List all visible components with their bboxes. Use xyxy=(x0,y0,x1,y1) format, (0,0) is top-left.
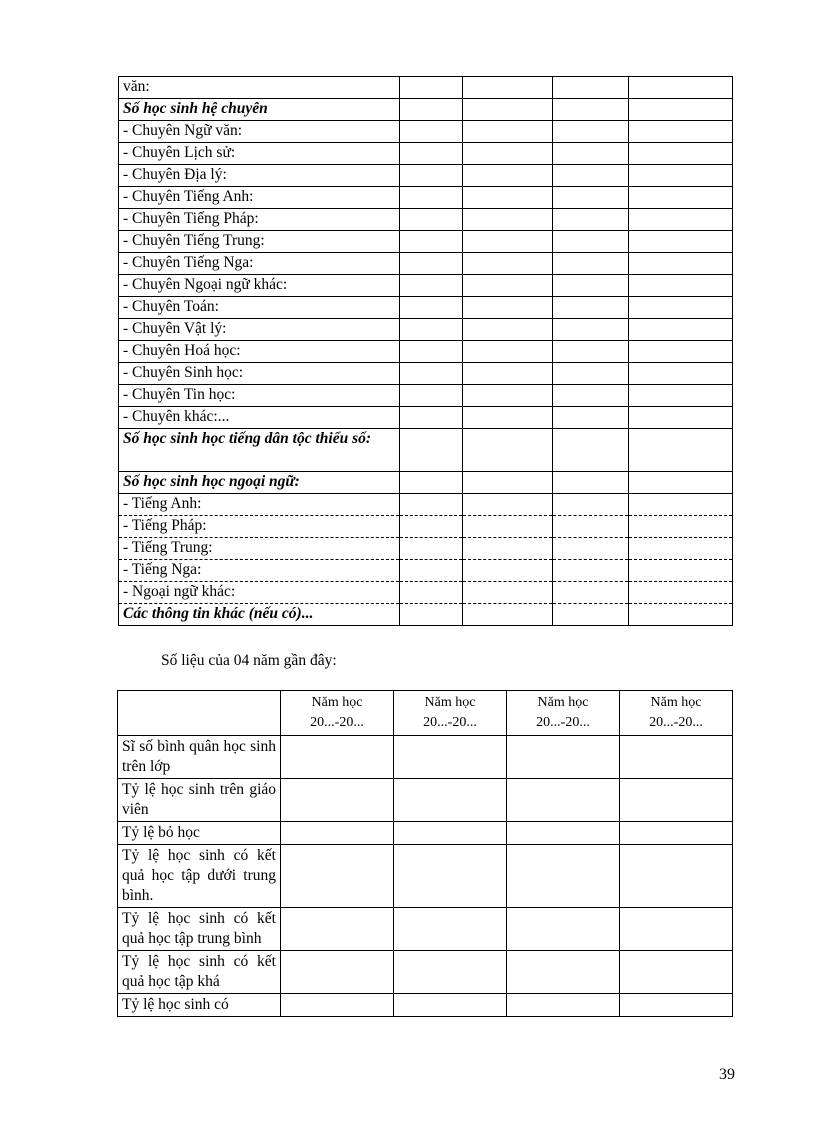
value-cell xyxy=(463,143,553,165)
value-cell xyxy=(507,779,620,822)
value-cell xyxy=(463,77,553,99)
value-cell xyxy=(400,143,463,165)
header-year-1: Năm học 20...-20... xyxy=(281,691,394,736)
table-row xyxy=(119,319,733,341)
table-row xyxy=(119,231,733,253)
table-row xyxy=(118,845,733,908)
table-row xyxy=(119,77,733,99)
value-cell xyxy=(629,319,733,341)
value-cell xyxy=(553,407,629,429)
value-cell xyxy=(629,187,733,209)
row-label: - Ngoại ngữ khác: xyxy=(119,582,400,604)
value-cell xyxy=(553,319,629,341)
table-row xyxy=(118,994,733,1017)
value-cell xyxy=(281,994,394,1017)
value-cell xyxy=(553,121,629,143)
value-cell xyxy=(463,231,553,253)
value-cell xyxy=(463,604,553,626)
row-label: - Chuyên Tiếng Anh: xyxy=(119,187,400,209)
value-cell xyxy=(620,951,733,994)
row-label: - Chuyên Địa lý: xyxy=(119,165,400,187)
student-stats-table xyxy=(118,76,733,626)
row-label: - Chuyên Tiếng Nga: xyxy=(119,253,400,275)
row-label: - Tiếng Nga: xyxy=(119,560,400,582)
value-cell xyxy=(507,845,620,908)
header-row xyxy=(118,691,733,736)
value-cell xyxy=(629,77,733,99)
value-cell xyxy=(553,187,629,209)
value-cell xyxy=(629,275,733,297)
row-label: Tỷ lệ học sinh có kết quả học tập trung bình xyxy=(118,908,281,951)
table-row xyxy=(119,99,733,121)
value-cell xyxy=(629,341,733,363)
row-label: - Chuyên Sinh học: xyxy=(119,363,400,385)
value-cell xyxy=(553,494,629,516)
value-cell xyxy=(629,472,733,494)
table-row xyxy=(119,560,733,582)
value-cell xyxy=(463,341,553,363)
value-cell xyxy=(553,165,629,187)
value-cell xyxy=(400,385,463,407)
table-row xyxy=(119,341,733,363)
value-cell xyxy=(400,187,463,209)
value-cell xyxy=(629,231,733,253)
value-cell xyxy=(629,407,733,429)
value-cell xyxy=(463,253,553,275)
value-cell xyxy=(629,99,733,121)
page-number: 39 xyxy=(719,1066,735,1083)
table-row xyxy=(119,429,733,472)
value-cell xyxy=(281,845,394,908)
row-label: - Chuyên Hoá học: xyxy=(119,341,400,363)
value-cell xyxy=(629,385,733,407)
value-cell xyxy=(394,908,507,951)
value-cell xyxy=(553,209,629,231)
value-cell xyxy=(620,779,733,822)
value-cell xyxy=(629,297,733,319)
value-cell xyxy=(629,494,733,516)
table-row xyxy=(119,209,733,231)
value-cell xyxy=(629,363,733,385)
row-label: - Tiếng Anh: xyxy=(119,494,400,516)
row-label: Số học sinh hệ chuyên xyxy=(119,99,400,121)
value-cell xyxy=(400,429,463,472)
value-cell xyxy=(400,209,463,231)
row-label: Tỷ lệ bỏ học xyxy=(118,822,281,845)
row-label: - Chuyên Vật lý: xyxy=(119,319,400,341)
value-cell xyxy=(400,363,463,385)
value-cell xyxy=(463,494,553,516)
row-label: Sĩ số bình quân học sinh trên lớp xyxy=(118,736,281,779)
value-cell xyxy=(400,538,463,560)
value-cell xyxy=(400,341,463,363)
value-cell xyxy=(553,538,629,560)
table-row xyxy=(119,143,733,165)
row-label: Tỷ lệ học sinh trên giáo viên xyxy=(118,779,281,822)
value-cell xyxy=(620,908,733,951)
table-row xyxy=(119,538,733,560)
row-label: - Tiếng Pháp: xyxy=(119,516,400,538)
value-cell xyxy=(463,319,553,341)
row-label: - Chuyên Ngữ văn: xyxy=(119,121,400,143)
table-row xyxy=(119,582,733,604)
value-cell xyxy=(553,341,629,363)
value-cell xyxy=(629,538,733,560)
value-cell xyxy=(400,231,463,253)
value-cell xyxy=(400,275,463,297)
value-cell xyxy=(400,297,463,319)
value-cell xyxy=(463,363,553,385)
value-cell xyxy=(394,951,507,994)
value-cell xyxy=(400,582,463,604)
row-label: - Chuyên Tin học: xyxy=(119,385,400,407)
value-cell xyxy=(400,165,463,187)
row-label: - Chuyên Lịch sử: xyxy=(119,143,400,165)
value-cell xyxy=(400,604,463,626)
value-cell xyxy=(629,516,733,538)
row-label: - Chuyên Toán: xyxy=(119,297,400,319)
row-label: - Chuyên Ngoại ngữ khác: xyxy=(119,275,400,297)
table-row xyxy=(119,187,733,209)
value-cell xyxy=(553,143,629,165)
value-cell xyxy=(281,951,394,994)
value-cell xyxy=(463,275,553,297)
table-row xyxy=(118,822,733,845)
value-cell xyxy=(553,429,629,472)
table-row xyxy=(119,472,733,494)
value-cell xyxy=(463,560,553,582)
row-label: Tỷ lệ học sinh có kết quả học tập khá xyxy=(118,951,281,994)
value-cell xyxy=(463,582,553,604)
row-label: Tỷ lệ học sinh có kết quả học tập dưới trung bình. xyxy=(118,845,281,908)
table-row xyxy=(119,516,733,538)
row-label: - Chuyên Tiếng Pháp: xyxy=(119,209,400,231)
value-cell xyxy=(620,994,733,1017)
row-label: - Chuyên khác:... xyxy=(119,407,400,429)
value-cell xyxy=(463,385,553,407)
row-label: - Chuyên Tiếng Trung: xyxy=(119,231,400,253)
value-cell xyxy=(281,908,394,951)
value-cell xyxy=(394,779,507,822)
value-cell xyxy=(463,121,553,143)
table-row xyxy=(119,121,733,143)
table-row xyxy=(119,385,733,407)
table-row xyxy=(118,736,733,779)
value-cell xyxy=(553,385,629,407)
table-row xyxy=(118,908,733,951)
table-row xyxy=(119,407,733,429)
value-cell xyxy=(620,736,733,779)
value-cell xyxy=(620,845,733,908)
value-cell xyxy=(507,736,620,779)
table-row xyxy=(119,604,733,626)
row-label: Số học sinh học ngoại ngữ: xyxy=(119,472,400,494)
table-row xyxy=(119,363,733,385)
value-cell xyxy=(400,494,463,516)
value-cell xyxy=(463,187,553,209)
value-cell xyxy=(463,165,553,187)
value-cell xyxy=(629,165,733,187)
header-year-4: Năm học 20...-20... xyxy=(620,691,733,736)
value-cell xyxy=(553,99,629,121)
four-year-stats-table xyxy=(117,690,733,1017)
value-cell xyxy=(463,407,553,429)
value-cell xyxy=(400,472,463,494)
table-row xyxy=(119,165,733,187)
value-cell xyxy=(463,538,553,560)
value-cell xyxy=(400,99,463,121)
value-cell xyxy=(281,736,394,779)
value-cell xyxy=(463,297,553,319)
value-cell xyxy=(629,121,733,143)
value-cell xyxy=(553,231,629,253)
value-cell xyxy=(553,560,629,582)
value-cell xyxy=(463,99,553,121)
value-cell xyxy=(629,143,733,165)
value-cell xyxy=(507,908,620,951)
value-cell xyxy=(507,994,620,1017)
value-cell xyxy=(629,209,733,231)
header-year-2: Năm học 20...-20... xyxy=(394,691,507,736)
value-cell xyxy=(400,121,463,143)
row-label: - Tiếng Trung: xyxy=(119,538,400,560)
value-cell xyxy=(463,472,553,494)
value-cell xyxy=(553,604,629,626)
row-label: Các thông tin khác (nếu có)... xyxy=(119,604,400,626)
value-cell xyxy=(507,822,620,845)
header-blank-cell xyxy=(118,691,281,736)
value-cell xyxy=(553,363,629,385)
value-cell xyxy=(394,845,507,908)
value-cell xyxy=(400,77,463,99)
value-cell xyxy=(553,77,629,99)
value-cell xyxy=(553,516,629,538)
value-cell xyxy=(629,582,733,604)
value-cell xyxy=(463,209,553,231)
value-cell xyxy=(463,516,553,538)
value-cell xyxy=(553,472,629,494)
value-cell xyxy=(463,429,553,472)
row-label: Số học sinh học tiếng dân tộc thiểu số: xyxy=(119,429,400,472)
value-cell xyxy=(400,319,463,341)
four-year-intro: Số liệu của 04 năm gần đây: xyxy=(161,652,337,669)
value-cell xyxy=(629,253,733,275)
value-cell xyxy=(400,407,463,429)
value-cell xyxy=(629,429,733,472)
value-cell xyxy=(281,779,394,822)
value-cell xyxy=(553,275,629,297)
value-cell xyxy=(400,516,463,538)
table-row xyxy=(118,951,733,994)
value-cell xyxy=(620,822,733,845)
value-cell xyxy=(394,822,507,845)
value-cell xyxy=(394,994,507,1017)
table-row xyxy=(118,779,733,822)
value-cell xyxy=(394,736,507,779)
row-label: văn: xyxy=(119,77,400,99)
table-row xyxy=(119,297,733,319)
value-cell xyxy=(400,560,463,582)
value-cell xyxy=(400,253,463,275)
table-row xyxy=(119,275,733,297)
value-cell xyxy=(629,560,733,582)
value-cell xyxy=(553,253,629,275)
table-row xyxy=(119,253,733,275)
value-cell xyxy=(629,604,733,626)
value-cell xyxy=(507,951,620,994)
value-cell xyxy=(553,582,629,604)
table-row xyxy=(119,494,733,516)
value-cell xyxy=(281,822,394,845)
value-cell xyxy=(553,297,629,319)
row-label: Tỷ lệ học sinh có xyxy=(118,994,281,1017)
header-year-3: Năm học 20...-20... xyxy=(507,691,620,736)
